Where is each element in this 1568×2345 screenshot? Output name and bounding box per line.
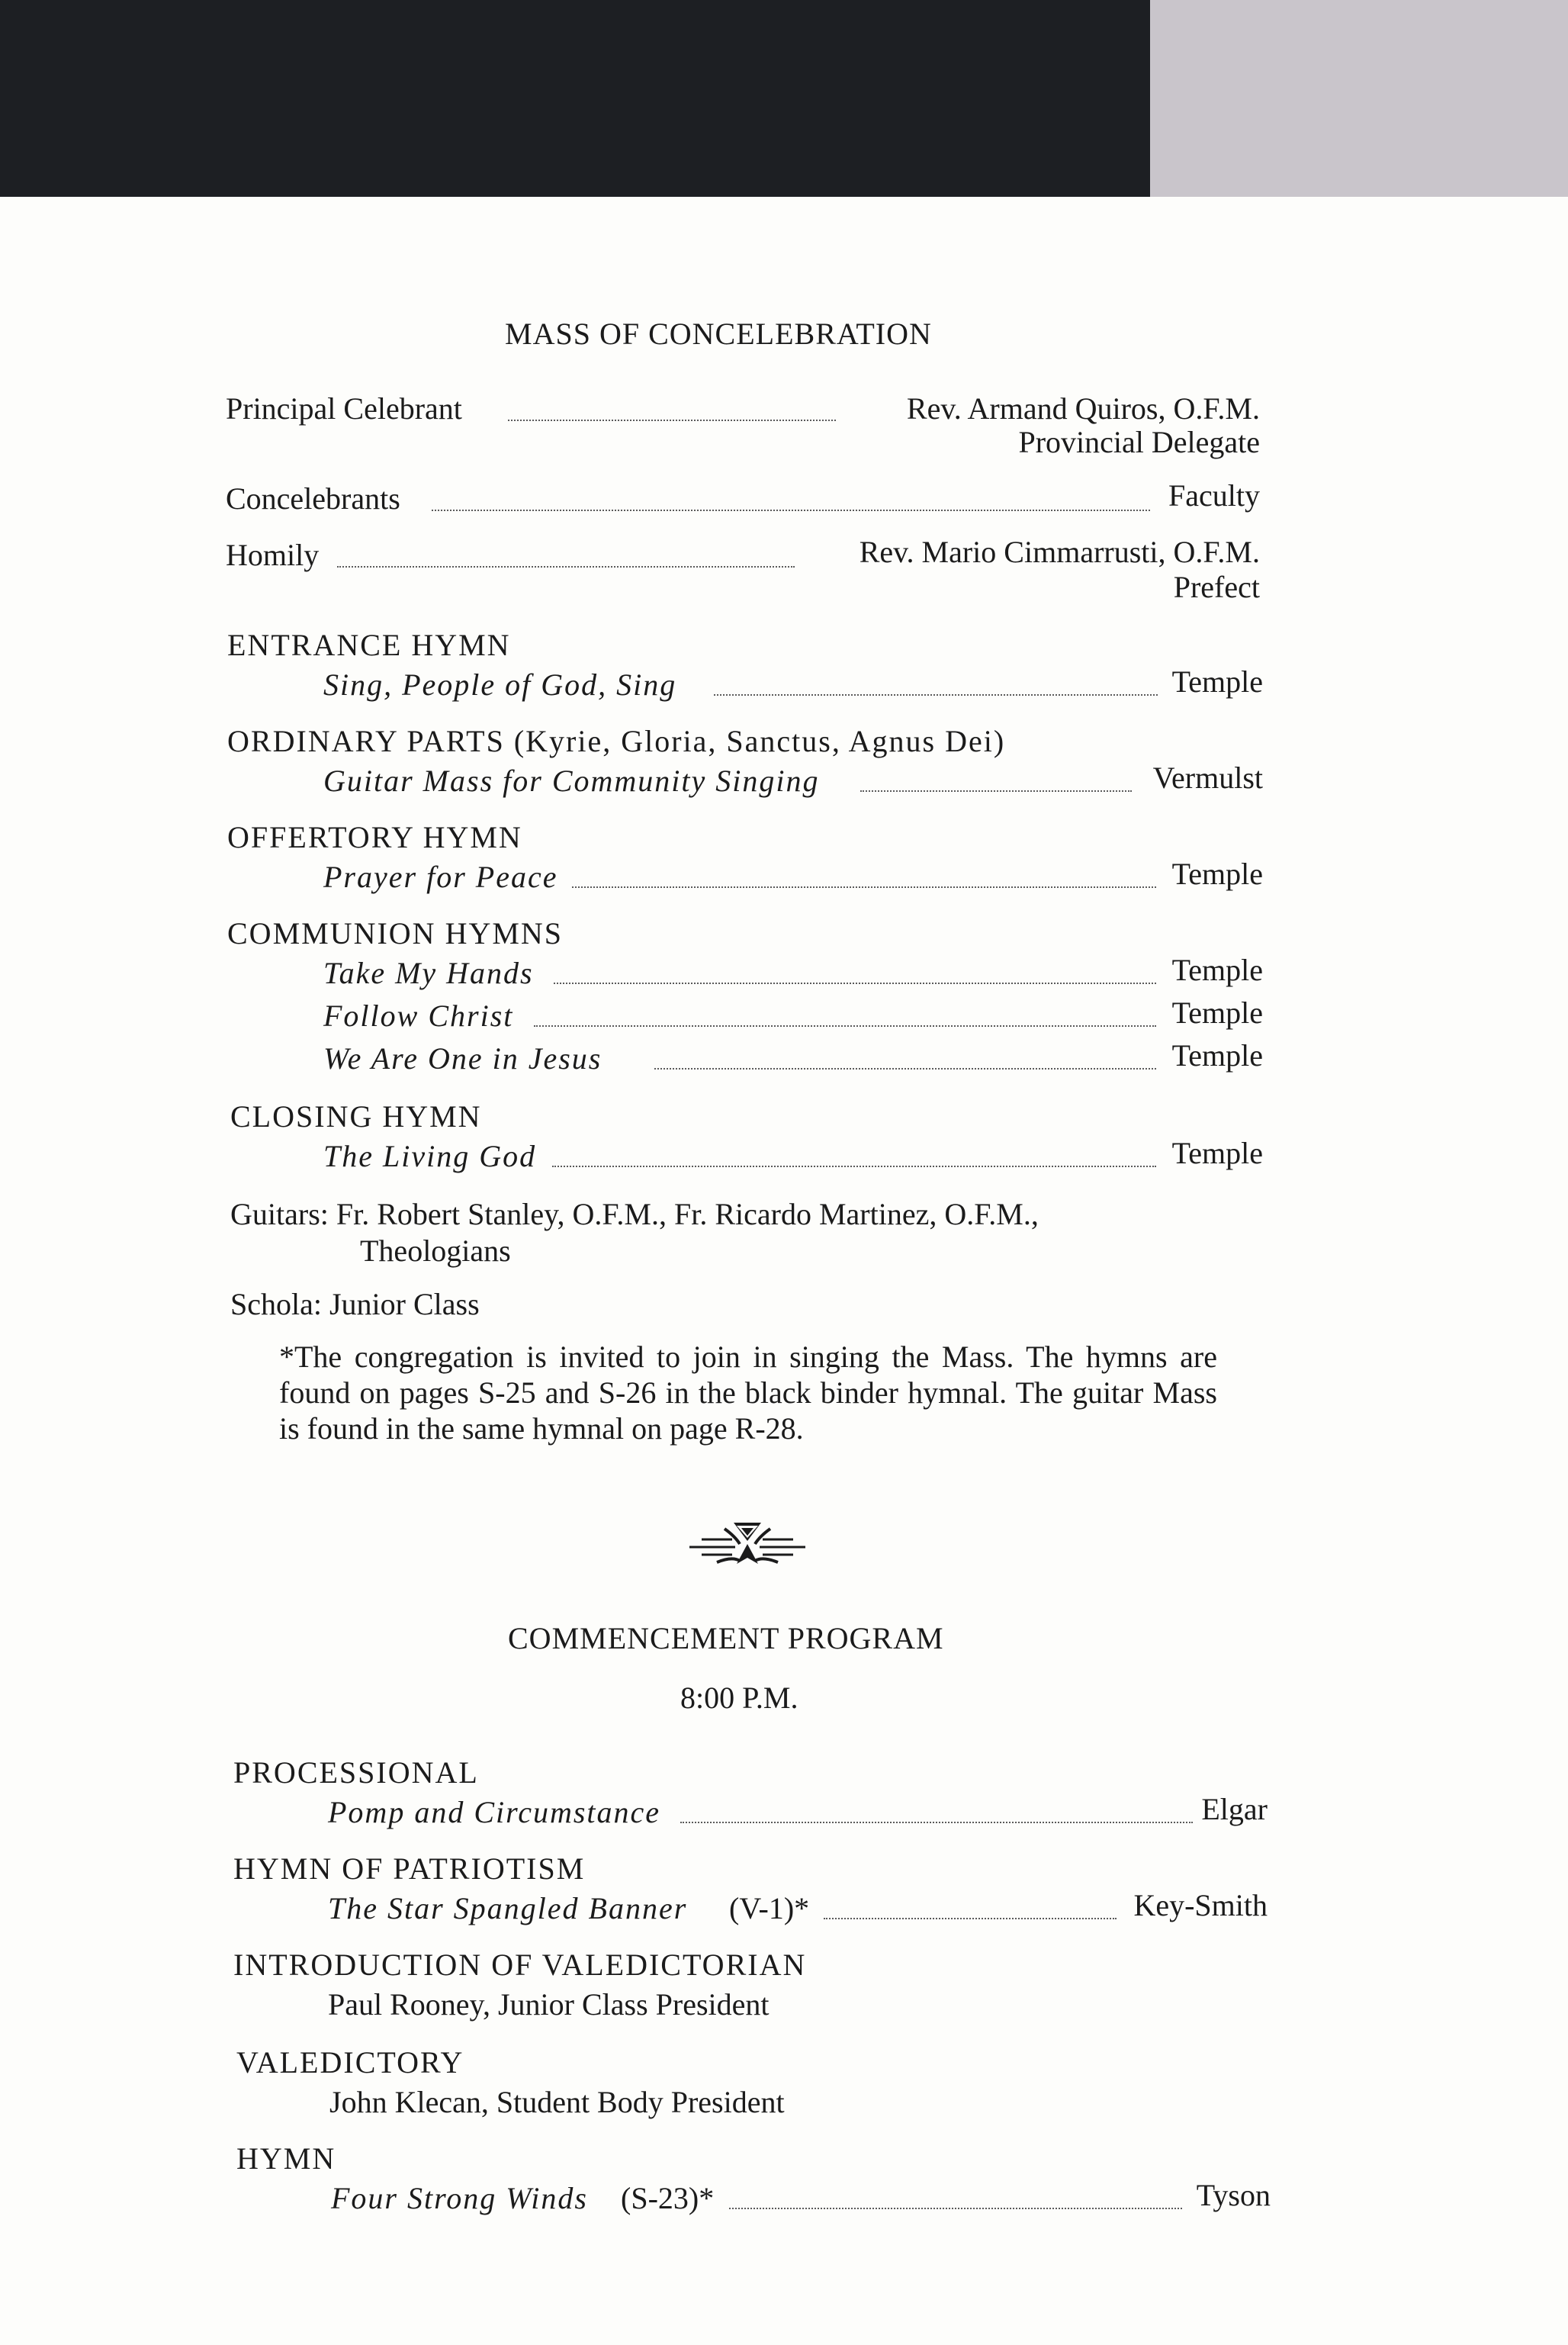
offertory-hymn-heading: OFFERTORY HYMN <box>227 820 522 854</box>
patriotism-hymn-title: The Star Spangled Banner <box>328 1891 688 1925</box>
guitars-credit: Guitars: Fr. Robert Stanley, O.F.M., Fr. Ricardo Martinez, O.F.M., <box>230 1197 1039 1231</box>
congregation-note: *The congregation is invited to join in singing the Mass. The hymns are found on pages S-25 and S-26 in the black binder hymnal. The guitar Mass is found in the same hymnal on page R-28. <box>279 1340 1217 1446</box>
ordinary-parts-composer: Vermulst <box>1152 761 1263 795</box>
closing-program-hymn-ref: (S-23)* <box>621 2181 715 2215</box>
communion-hymn-3-composer: Temple <box>1171 1038 1263 1073</box>
introduction-person: Paul Rooney, Junior Class President <box>328 1987 770 2022</box>
closing-hymn-composer: Temple <box>1171 1136 1263 1170</box>
entrance-hymn-composer: Temple <box>1171 664 1263 699</box>
communion-hymns-heading: COMMUNION HYMNS <box>227 916 564 951</box>
concelebrants-value: Faculty <box>1168 478 1260 513</box>
ordinary-parts-title: Guitar Mass for Community Singing <box>323 764 820 798</box>
communion-hymn-2-title: Follow Christ <box>323 999 514 1033</box>
scan-background-dark <box>0 0 1150 197</box>
communion-hymn-1-title: Take My Hands <box>323 956 534 990</box>
homily-name: Rev. Mario Cimmarrusti, O.F.M. <box>859 535 1260 569</box>
fleuron-ornament-icon <box>686 1518 808 1571</box>
valedictory-person: John Klecan, Student Body President <box>329 2085 785 2119</box>
patriotism-hymn-composer: Key-Smith <box>1133 1888 1268 1922</box>
leader-dots <box>554 983 1156 984</box>
hymn-heading: HYMN <box>236 2141 336 2176</box>
scan-background-gray <box>1150 0 1568 197</box>
communion-hymn-2-composer: Temple <box>1171 996 1263 1030</box>
entrance-hymn-title: Sing, People of God, Sing <box>323 667 677 702</box>
patriotism-hymn-ref: (V-1)* <box>729 1891 810 1925</box>
introduction-heading: INTRODUCTION OF VALEDICTORIAN <box>233 1948 807 1982</box>
mass-title: MASS OF CONCELEBRATION <box>505 317 932 351</box>
ordinary-parts-heading: ORDINARY PARTS (Kyrie, Gloria, Sanctus, Agnus Dei) <box>227 724 1006 758</box>
closing-program-hymn-title: Four Strong Winds <box>331 2181 588 2215</box>
commencement-time: 8:00 P.M. <box>680 1681 798 1715</box>
communion-hymn-1-composer: Temple <box>1171 953 1263 987</box>
valedictory-heading: VALEDICTORY <box>236 2045 464 2080</box>
closing-program-hymn-composer: Tyson <box>1196 2178 1271 2212</box>
hymn-of-patriotism-heading: HYMN OF PATRIOTISM <box>233 1851 586 1886</box>
processional-heading: PROCESSIONAL <box>233 1755 479 1790</box>
entrance-hymn-heading: ENTRANCE HYMN <box>227 628 511 662</box>
processional-title: Pomp and Circumstance <box>328 1795 661 1829</box>
processional-composer: Elgar <box>1201 1792 1268 1826</box>
leader-dots <box>552 1166 1156 1167</box>
homily-label: Homily <box>226 538 320 572</box>
commencement-title: COMMENCEMENT PROGRAM <box>508 1621 944 1655</box>
program-page <box>0 197 1568 2345</box>
guitars-credit-continued: Theologians <box>360 1234 511 1268</box>
offertory-hymn-title: Prayer for Peace <box>323 860 558 894</box>
principal-celebrant-role: Provincial Delegate <box>1018 425 1260 459</box>
principal-celebrant-label: Principal Celebrant <box>226 391 462 426</box>
schola-credit: Schola: Junior Class <box>230 1287 480 1321</box>
principal-celebrant-name: Rev. Armand Quiros, O.F.M. <box>906 391 1260 426</box>
leader-dots <box>534 1025 1156 1027</box>
leader-dots <box>508 420 836 421</box>
closing-hymn-title: The Living God <box>323 1139 537 1173</box>
concelebrants-label: Concelebrants <box>226 481 400 516</box>
communion-hymn-3-title: We Are One in Jesus <box>323 1041 602 1076</box>
closing-hymn-heading: CLOSING HYMN <box>230 1099 482 1134</box>
homily-role: Prefect <box>1173 570 1260 604</box>
offertory-hymn-composer: Temple <box>1171 857 1263 891</box>
leader-dots <box>337 566 795 568</box>
